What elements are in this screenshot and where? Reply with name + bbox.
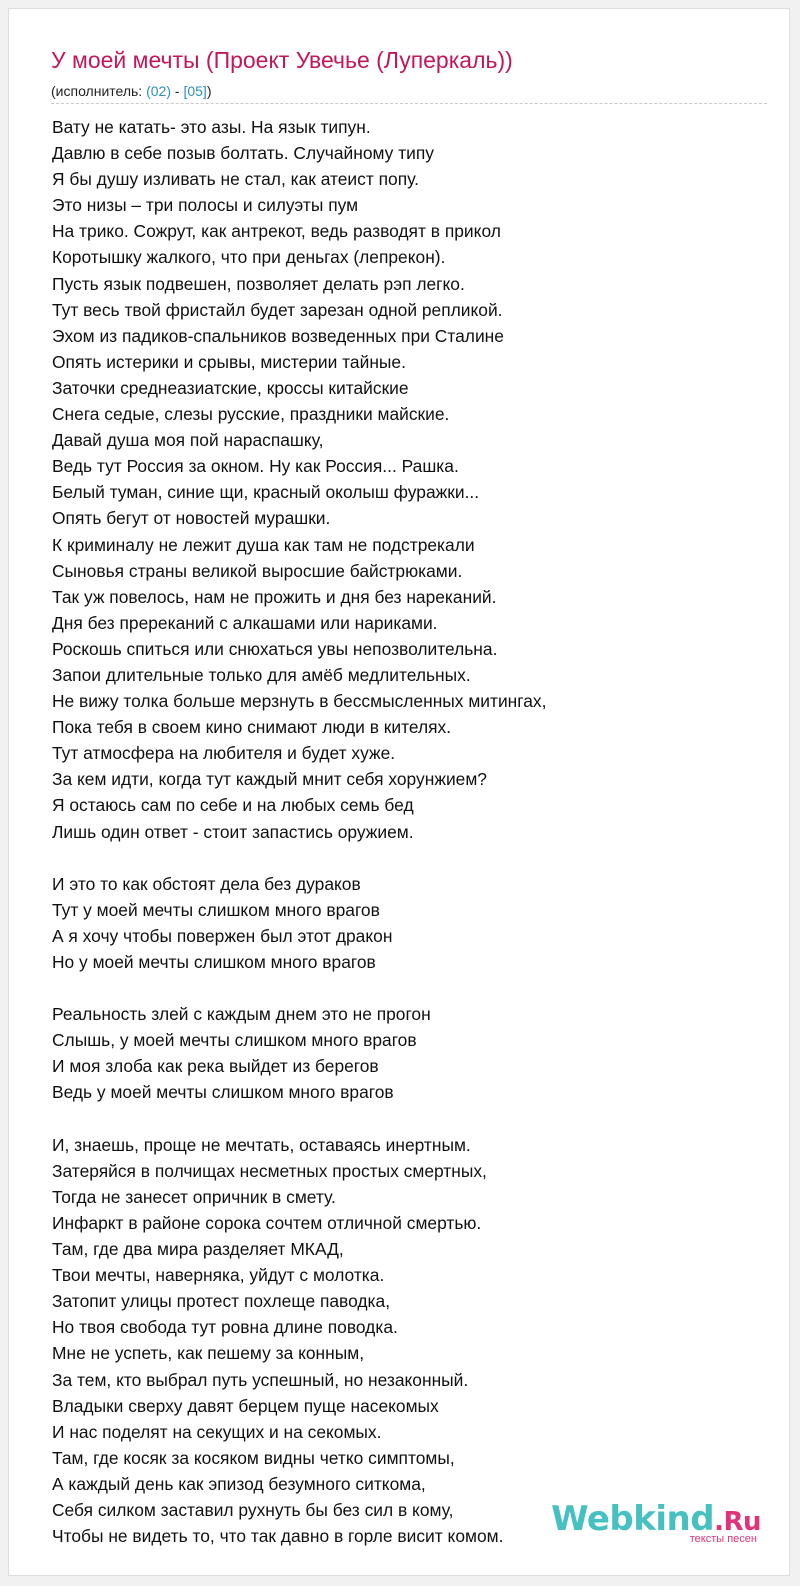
lyrics-card (8, 8, 790, 1576)
lyric-line: Пока тебя в своем кино снимают люди в кителях. (52, 717, 452, 738)
lyrics-text (52, 114, 772, 1549)
lyric-line: Опять бегут от новостей мурашки. (52, 508, 331, 529)
lyric-line: Запои длительные только для амёб медлительных. (52, 664, 471, 685)
site-logo[interactable] (551, 1499, 761, 1545)
lyric-line: Вату не катать- это азы. На язык типун. (52, 117, 371, 137)
artist-link-1[interactable]: (02) (146, 83, 171, 99)
lyric-line: За кем идти, когда тут каждый мнит себя хорунжием? (52, 769, 487, 790)
lyric-line: На трико. Сожрут, как антрекот, ведь разводят в прикол (52, 221, 501, 242)
divider (51, 103, 767, 104)
lyric-line: Твои мечты, наверняка, уйдут с молотка. (52, 1265, 385, 1286)
lyric-line: Роскошь спиться или снюхаться увы непозволительна. (52, 638, 498, 659)
lyric-line: Не вижу толка больше мерзнуть в бессмысленных митингах, (52, 691, 547, 712)
lyric-line: Снега седые, слезы русские, праздники майские. (52, 404, 450, 425)
logo-tld: .Ru (714, 1507, 761, 1537)
lyric-line: И это то как обстоят дела без дураков (52, 873, 361, 894)
lyric-line: И, знаешь, проще не мечтать, оставаясь инертным. (52, 1134, 471, 1155)
page-title: У моей мечты (Проект Увечье (Луперкаль)) (51, 47, 513, 73)
lyric-line: Но у моей мечты слишком много врагов (52, 952, 376, 972)
lyric-line: Мне не успеть, как пешему за конным, (52, 1343, 365, 1364)
lyric-line: Тут атмосфера на любителя и будет хуже. (52, 743, 396, 764)
lyric-line: Дня без пререканий с алкашами или нариками. (52, 612, 438, 633)
logo-name: Webkind (551, 1499, 715, 1539)
lyric-line: Ведь у моей мечты слишком много врагов (52, 1082, 394, 1103)
lyric-line: Коротышку жалкого, что при деньгах (лепрекон). (52, 247, 446, 268)
lyric-line: И моя злоба как река выйдет из берегов (52, 1056, 379, 1077)
lyric-line: Это низы – три полосы и силуэты пум (52, 195, 359, 216)
lyric-line: Так уж повелось, нам не прожить и дня без нареканий. (52, 586, 497, 607)
lyric-line: Чтобы не видеть то, что так давно в горле висит комом. (52, 1526, 504, 1547)
lyric-line: Тут весь твой фристайл будет зарезан одной репликой. (52, 299, 503, 320)
stanza-break (52, 1106, 772, 1132)
lyric-line: Инфаркт в районе сорока сочтем отличной смертью. (52, 1212, 482, 1233)
lyric-line: Я бы душу изливать не стал, как атеист попу. (52, 169, 419, 190)
lyric-line: Слышь, у моей мечты слишком много врагов (52, 1030, 417, 1051)
lyric-line: Но твоя свобода тут ровна длине поводка. (52, 1317, 398, 1338)
lyric-line: Реальность злей с каждым днем это не прогон (52, 1004, 431, 1025)
lyric-line: И нас поделят на секущих и на секомых. (52, 1421, 382, 1442)
artist-link-2[interactable]: [05] (183, 83, 207, 99)
lyric-line: Там, где два мира разделяет МКАД, (52, 1239, 344, 1260)
lyric-line: Пусть язык подвешен, позволяет делать рэп легко. (52, 273, 465, 294)
lyric-line: А я хочу чтобы повержен был этот дракон (52, 925, 393, 946)
lyric-line: Эхом из падиков-спальников возведенных при Сталине (52, 325, 504, 346)
lyric-line: Я остаюсь сам по себе и на любых семь бед (52, 795, 414, 816)
lyric-line: К криминалу не лежит душа как там не подстрекали (52, 534, 475, 555)
artist-suffix: ) (206, 83, 212, 99)
lyric-line: Заточки среднеазиатские, кроссы китайские (52, 377, 409, 398)
artist-prefix: (исполнитель: (51, 83, 147, 99)
stanza-break (52, 845, 772, 871)
lyric-line: Белый туман, синие щи, красный околыш фуражки... (52, 482, 480, 503)
lyric-line: Ведь тут Россия за окном. Ну как Россия... Рашка. (52, 456, 459, 477)
lyric-line: Там, где косяк за косяком видны четко симптомы, (52, 1447, 455, 1468)
artist-separator: - (171, 83, 184, 99)
lyric-line: Владыки сверху давят берцем пуще насекомых (52, 1395, 439, 1416)
lyric-line: Тут у моей мечты слишком много врагов (52, 899, 380, 920)
lyric-line: Затеряйся в полчищах несметных простых смертных, (52, 1160, 487, 1181)
lyric-line: А каждый день как эпизод безумного ситкома, (52, 1473, 426, 1494)
lyric-line: Себя силком заставил рухнуть бы без сил в кому, (52, 1499, 454, 1520)
lyric-line: Сыновья страны великой выросшие байстрюками. (52, 560, 463, 581)
lyric-line: Давлю в себе позыв болтать. Случайному типу (52, 143, 434, 164)
logo-tagline: тексты песен (689, 1533, 757, 1545)
lyric-line: Тогда не занесет опричник в смету. (52, 1186, 336, 1207)
lyric-line: Затопит улицы протест похлеще паводка, (52, 1291, 391, 1312)
artist-line (51, 83, 211, 99)
lyric-line: Лишь один ответ - стоит запастись оружием. (52, 821, 414, 842)
stanza-break (52, 975, 772, 1001)
lyric-line: Давай душа моя пой нараспашку, (52, 430, 324, 451)
lyric-line: За тем, кто выбрал путь успешный, но незаконный. (52, 1369, 469, 1390)
lyric-line: Опять истерики и срывы, мистерии тайные. (52, 351, 406, 372)
